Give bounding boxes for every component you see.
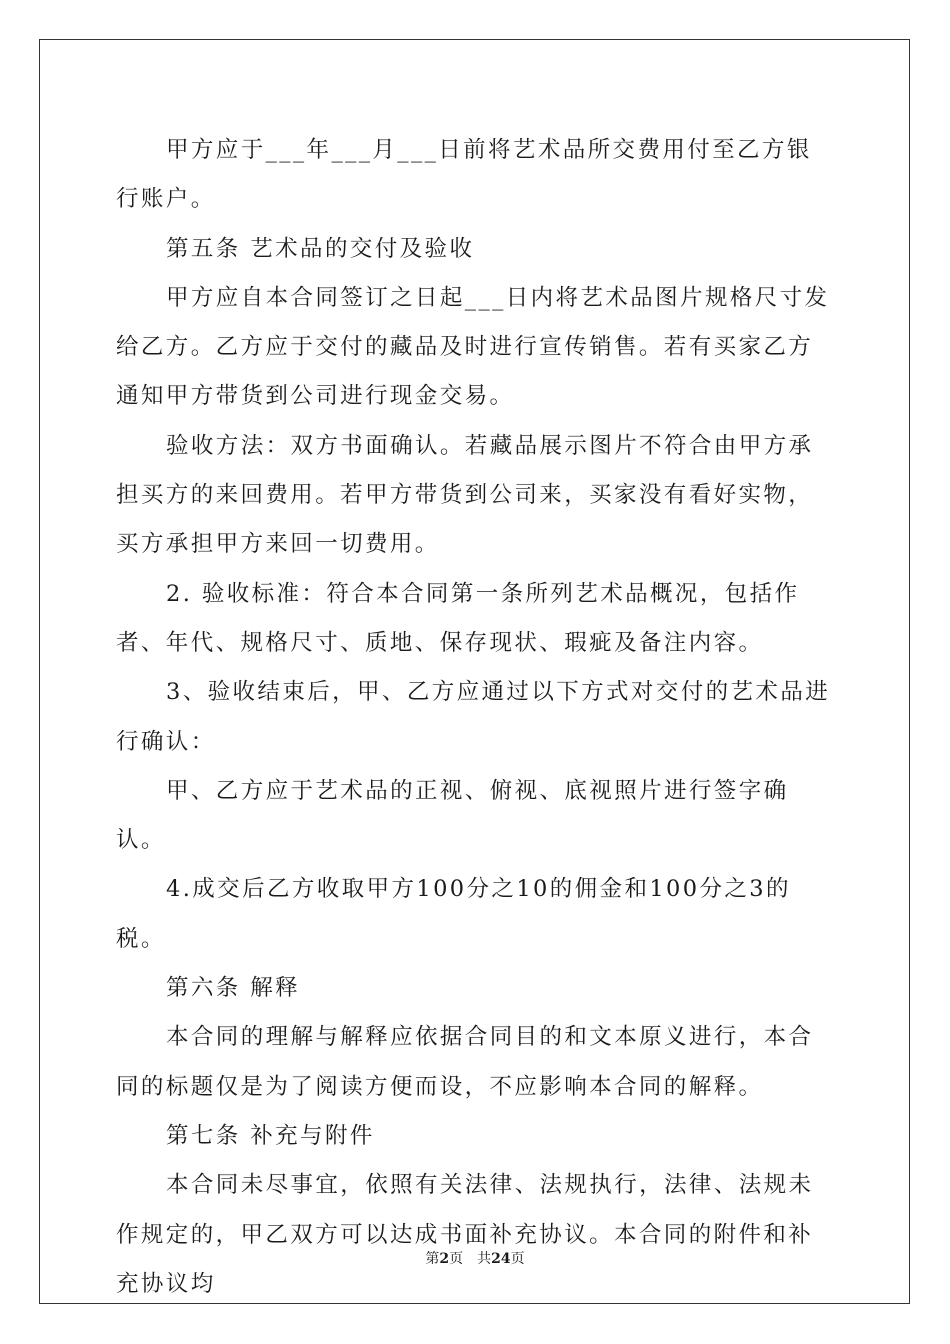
footer-page-unit: 页	[449, 1251, 464, 1267]
paragraph-acceptance-method: 验收方法：双方书面确认。若藏品展示图片不符合由甲方承担买方的来回费用。若甲方带货到公司来，买家没有看好实物，买方承担甲方来回一切费用。	[116, 432, 814, 558]
paragraph-payment-deadline: 甲方应于___年___月___日前将艺术品所交费用付至乙方银行账户。	[116, 137, 812, 213]
paragraph-acceptance-confirmation: 3、验收结束后，甲、乙方应通过以下方式对交付的艺术品进行确认：	[116, 679, 831, 755]
paragraph-acceptance-standard: 2. 验收标准：符合本合同第一条所列艺术品概况，包括作者、年代、规格尺寸、质地、保存现状、瑕疵及备注内容。	[116, 580, 800, 656]
paragraph-commission: 4.成交后乙方收取甲方100分之10的佣金和100分之3的税。	[116, 876, 791, 952]
footer-total-prefix: 共	[477, 1251, 492, 1267]
section-heading-article-6: 第六条 解释	[166, 975, 301, 1002]
paragraph-interpretation: 本合同的理解与解释应依据合同目的和文本原义进行，本合同的标题仅是为了阅读方便而设，不应影响本合同的解释。	[116, 1024, 814, 1100]
footer-page-prefix: 第	[425, 1251, 440, 1267]
page-footer	[0, 1248, 950, 1268]
footer-page-total: 24	[491, 1251, 511, 1267]
section-heading-article-5: 第五条 艺术品的交付及验收	[166, 235, 475, 262]
paragraph-photo-signature: 甲、乙方应于艺术品的正视、俯视、底视照片进行签字确认。	[116, 777, 789, 854]
footer-page-current: 2	[439, 1251, 450, 1267]
paragraph-supplements: 本合同未尽事宜，依照有关法律、法规执行，法律、法规未作规定的，甲乙双方可以达成书面补充协议。本合同的附件和补充协议均	[116, 1172, 814, 1297]
section-heading-article-7: 第七条 补充与附件	[166, 1122, 375, 1149]
paragraph-delivery: 甲方应自本合同签订之日起___日内将艺术品图片规格尺寸发给乙方。乙方应于交付的藏品及时进行宣传销售。若有买家乙方通知甲方带货到公司进行现金交易。	[116, 284, 830, 410]
footer-total-unit: 页	[510, 1251, 525, 1267]
document-body	[116, 126, 834, 1309]
